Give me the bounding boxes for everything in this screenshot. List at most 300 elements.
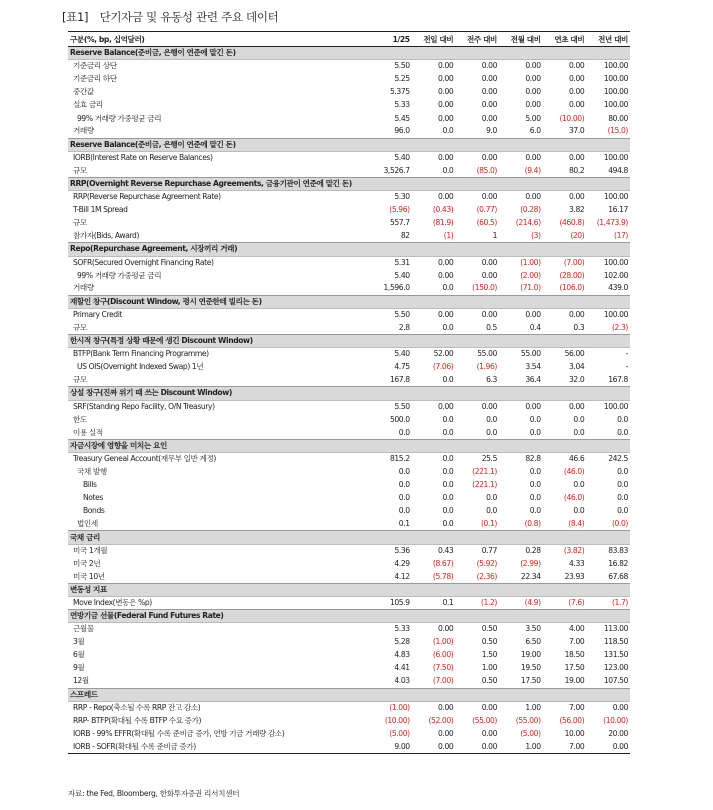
ytd-cell: 37.0 (569, 126, 585, 136)
section-header-row (68, 138, 630, 151)
prev-day-cell: (52.00) (428, 715, 454, 725)
ytd-cell: (7.6) (568, 597, 585, 607)
prev-week-cell: 0.00 (481, 87, 497, 97)
ytd-cell: (56.00) (559, 715, 585, 725)
prev-month-cell: 0.00 (525, 192, 541, 202)
row-label: 중간값 (73, 87, 94, 97)
section-title: 연방기금 선물(Federal Fund Futures Rate) (68, 610, 630, 623)
section-header-row (68, 583, 630, 596)
row-label: 국채 발행 (77, 467, 107, 477)
source-note: 자료: the Fed, Bloomberg, 한화투자증권 리서치센터 (68, 789, 240, 798)
value-cell: (1.00) (389, 702, 410, 712)
table-number: [표1] (62, 10, 89, 24)
prev-week-cell: 0.0 (486, 414, 497, 424)
prev-day-cell: 0.00 (438, 100, 454, 110)
value-cell: 5.50 (394, 61, 410, 71)
prev-month-cell: 3.50 (525, 624, 541, 634)
ytd-cell: 3.82 (569, 205, 585, 215)
row-label: Bonds (83, 506, 105, 516)
ytd-cell: (106.0) (559, 283, 585, 293)
section-header-row (68, 387, 630, 400)
yoy-cell: 102.00 (603, 270, 628, 280)
table-row (68, 596, 630, 609)
ytd-cell: 0.0 (573, 414, 585, 424)
row-label: IORB - 99% EFFR(확대될 수록 준비금 증가, 연방 기금 거래량 감소) (73, 728, 285, 738)
yoy-cell: (1,473.9) (596, 218, 628, 228)
table-row (68, 740, 630, 753)
prev-month-cell: 6.50 (525, 637, 541, 647)
prev-month-cell: (4.9) (524, 597, 541, 607)
row-label: 6월 (73, 650, 85, 660)
yoy-cell: 0.0 (617, 427, 628, 437)
section-title: 재할인 창구(Discount Window, 평시 연준한테 빌리는 돈) (68, 295, 630, 308)
prev-month-cell: 82.8 (525, 454, 541, 464)
prev-week-cell: 0.50 (481, 637, 497, 647)
ytd-cell: 0.00 (569, 192, 585, 202)
row-label: IORB - SOFR(확대될 수록 준비금 증가) (68, 740, 368, 753)
yoy-cell: (15.0) (607, 126, 628, 136)
row-label: SRF(Standing Repo Facility, O/N Treasury) (73, 401, 215, 411)
yoy-cell: 0.0 (617, 480, 628, 490)
table-row (68, 112, 630, 125)
ytd-cell: 0.00 (569, 61, 585, 71)
prev-week-cell: 0.50 (481, 624, 497, 634)
prev-week-cell: (1.96) (476, 362, 497, 372)
yoy-cell: 0.0 (617, 506, 628, 516)
prev-month-cell: (0.8) (524, 519, 541, 529)
prev-day-cell: 0.00 (438, 310, 454, 320)
prev-day-cell: 0.0 (442, 506, 454, 516)
ytd-cell: (28.00) (559, 270, 585, 280)
ytd-cell: 10.00 (564, 728, 585, 738)
yoy-cell: 113.00 (603, 624, 628, 634)
yoy-cell: (2.3) (611, 322, 628, 332)
table-row (68, 86, 630, 99)
prev-week-cell: 0.00 (481, 702, 497, 712)
prev-month-cell: 19.50 (520, 663, 541, 673)
value-cell: 4.03 (394, 676, 410, 686)
yoy-cell: 118.50 (603, 637, 628, 647)
prev-week-cell: 0.00 (481, 192, 497, 202)
value-cell: 0.0 (398, 493, 410, 503)
prev-day-cell: 0.00 (438, 257, 454, 267)
section-header-row (68, 177, 630, 190)
section-title: 상설 창구(진짜 위기 때 쓰는 Discount Window) (68, 387, 630, 400)
prev-day-cell: 0.0 (442, 322, 454, 332)
table-row (68, 374, 630, 387)
ytd-cell: (460.8) (559, 218, 585, 228)
prev-week-cell: 0.0 (486, 506, 497, 516)
prev-month-cell: 0.00 (525, 153, 541, 163)
ytd-cell: 0.00 (569, 74, 585, 84)
section-title: Reserve Balance(준비금, 은행이 연준에 맡긴 돈) (68, 47, 630, 60)
column-header-prev-day: 전일 대비 (412, 32, 456, 47)
ytd-cell: 80.2 (569, 165, 585, 175)
prev-week-cell: 25.5 (481, 454, 497, 464)
value-cell: 0.0 (398, 427, 410, 437)
table-row (68, 452, 630, 465)
section-title: Reserve Balance(준비금, 은행이 연준에 맡긴 돈) (68, 138, 630, 151)
ytd-cell: 0.00 (569, 153, 585, 163)
prev-day-cell: 0.43 (438, 545, 454, 555)
table-row (68, 570, 630, 583)
value-cell: 0.1 (398, 519, 410, 529)
prev-month-cell: (55.00) (515, 715, 541, 725)
prev-week-cell: 0.50 (481, 676, 497, 686)
prev-day-cell: 0.00 (438, 87, 454, 97)
section-header-row (68, 47, 630, 60)
table-row (68, 256, 630, 269)
prev-month-cell: 1.00 (499, 740, 543, 753)
table-row (68, 662, 630, 675)
prev-week-cell: 0.0 (486, 493, 497, 503)
value-cell: 5.40 (394, 349, 410, 359)
prev-week-cell: 1.50 (481, 650, 497, 660)
row-label: Move Index(변동은 %p) (73, 597, 152, 607)
yoy-cell: - (625, 349, 628, 359)
table-title-text: 단기자금 및 유동성 관련 주요 데이터 (99, 10, 279, 24)
prev-day-cell: 0.1 (442, 597, 454, 607)
value-cell: 5.25 (394, 74, 410, 84)
prev-day-cell: 0.00 (438, 192, 454, 202)
table-row (68, 636, 630, 649)
yoy-cell: 100.00 (603, 401, 628, 411)
table-row (68, 73, 630, 86)
prev-month-cell: (0.28) (520, 205, 541, 215)
ytd-cell: (46.0) (563, 467, 585, 477)
value-cell: 5.28 (394, 637, 410, 647)
column-header-prev-week: 전주 대비 (455, 32, 499, 47)
prev-day-cell: (1) (443, 231, 454, 241)
table-row (68, 544, 630, 557)
prev-month-cell: (5.00) (520, 728, 541, 738)
yoy-cell: 0.0 (617, 467, 628, 477)
table-title (62, 9, 278, 25)
yoy-cell: 80.00 (608, 113, 628, 123)
table-row (68, 191, 630, 204)
prev-month-cell: 55.00 (520, 349, 541, 359)
prev-week-cell: (150.0) (472, 283, 497, 293)
value-cell: 0.0 (398, 467, 410, 477)
prev-month-cell: 0.0 (529, 414, 541, 424)
yoy-cell: 0.00 (586, 740, 630, 753)
value-cell: 9.00 (368, 740, 412, 753)
value-cell: 82 (400, 231, 410, 241)
prev-week-cell: 0.00 (481, 728, 497, 738)
prev-month-cell: 0.00 (525, 401, 541, 411)
prev-week-cell: (5.92) (476, 558, 497, 568)
liquidity-data-table (68, 31, 630, 754)
yoy-cell: - (625, 362, 628, 372)
row-label: 3월 (73, 637, 85, 647)
value-cell: (5.00) (389, 728, 410, 738)
section-title: 한시적 창구(특정 상황 때문에 생긴 Discount Window) (68, 335, 630, 348)
row-label: 99% 거래량 가중평균 금리 (77, 270, 162, 280)
prev-month-cell: 0.00 (525, 87, 541, 97)
value-cell: 96.0 (394, 126, 410, 136)
ytd-cell: 17.50 (564, 663, 585, 673)
prev-week-cell: (55.00) (472, 715, 497, 725)
table-row (68, 400, 630, 413)
value-cell: 105.9 (389, 597, 410, 607)
prev-week-cell: 0.00 (481, 74, 497, 84)
prev-week-cell: 0.5 (486, 322, 497, 332)
value-cell: 4.12 (394, 571, 410, 581)
yoy-cell: 100.00 (603, 100, 628, 110)
ytd-cell: 7.00 (543, 740, 587, 753)
section-title: RRP(Overnight Reverse Repurchase Agreements, 금융기관이 연준에 맡긴 돈) (68, 177, 630, 190)
value-cell: 5.31 (394, 257, 410, 267)
row-label: Primary Credit (73, 310, 122, 320)
prev-month-cell: 0.0 (529, 493, 541, 503)
ytd-cell: 7.00 (569, 702, 585, 712)
prev-week-cell: (60.5) (476, 218, 497, 228)
table-row (68, 426, 630, 439)
prev-month-cell: 0.0 (529, 427, 541, 437)
row-label: BTFP(Bank Term Financing Programme) (73, 349, 209, 359)
table-row (68, 413, 630, 426)
prev-month-cell: (2.00) (520, 270, 541, 280)
prev-month-cell: 19.00 (520, 650, 541, 660)
ytd-cell: 18.50 (564, 650, 585, 660)
table-body (68, 47, 630, 754)
prev-day-cell: 0.0 (442, 427, 454, 437)
column-header-ytd: 연초 대비 (543, 32, 587, 47)
table-row (68, 479, 630, 492)
prev-month-cell: 0.4 (529, 322, 541, 332)
prev-week-cell: 0.0 (486, 427, 497, 437)
prev-week-cell: 0.00 (481, 270, 497, 280)
row-label: 실효 금리 (73, 100, 103, 110)
row-label: RRP(Reverse Repurchase Agreement Rate) (73, 192, 221, 202)
value-cell: 167.8 (389, 375, 410, 385)
section-header-row (68, 243, 630, 256)
ytd-cell: 46.6 (569, 454, 585, 464)
value-cell: 5.40 (394, 270, 410, 280)
yoy-cell: (0.0) (611, 519, 628, 529)
header-row (68, 32, 630, 47)
row-label: 미국 1개월 (73, 545, 108, 555)
row-label: 한도 (73, 414, 87, 424)
yoy-cell: (10.00) (603, 715, 628, 725)
table-row (68, 492, 630, 505)
table-row (68, 557, 630, 570)
value-cell: 2.8 (398, 322, 410, 332)
prev-day-cell: (1.00) (432, 637, 454, 647)
prev-month-cell: 0.00 (525, 74, 541, 84)
prev-week-cell: 1.00 (481, 663, 497, 673)
yoy-cell: 439.0 (608, 283, 628, 293)
prev-month-cell: (3) (531, 231, 541, 241)
table-row (68, 518, 630, 531)
prev-week-cell: 0.77 (481, 545, 497, 555)
prev-day-cell: 0.00 (438, 624, 454, 634)
yoy-cell: 131.50 (603, 650, 628, 660)
prev-month-cell: 22.34 (520, 571, 541, 581)
yoy-cell: 0.0 (617, 493, 628, 503)
yoy-cell: 83.83 (608, 545, 628, 555)
section-header-row (68, 531, 630, 544)
column-header-value: 1/25 (368, 32, 412, 47)
value-cell: 5.33 (394, 100, 410, 110)
prev-week-cell: 55.00 (477, 349, 497, 359)
prev-week-cell: 0.00 (481, 401, 497, 411)
row-label: 12월 (73, 676, 89, 686)
prev-month-cell: 5.00 (525, 113, 541, 123)
ytd-cell: 0.00 (569, 87, 585, 97)
table-row (68, 60, 630, 73)
table-row (68, 230, 630, 243)
table-row (68, 321, 630, 334)
ytd-cell: 56.00 (564, 349, 585, 359)
column-header-category: 구분(%, bp, 십억달러) (68, 32, 368, 47)
yoy-cell: 107.50 (603, 676, 628, 686)
row-label: 미국 2년 (73, 558, 101, 568)
section-title: 국채 금리 (68, 531, 630, 544)
row-label: 규모 (73, 165, 87, 175)
yoy-cell: 167.8 (608, 375, 628, 385)
row-label: US OIS(Overnight Indexed Swap) 1년 (77, 362, 204, 372)
table-row (68, 466, 630, 479)
value-cell: 5.50 (394, 310, 410, 320)
ytd-cell: 0.0 (573, 427, 585, 437)
prev-week-cell: (221.1) (472, 467, 497, 477)
yoy-cell: 16.17 (608, 205, 628, 215)
yoy-cell: 16.82 (608, 558, 628, 568)
prev-week-cell: (85.0) (476, 165, 497, 175)
ytd-cell: 23.93 (564, 571, 585, 581)
prev-week-cell: 0.00 (481, 310, 497, 320)
yoy-cell: 0.0 (617, 414, 628, 424)
value-cell: 3,526.7 (383, 165, 410, 175)
yoy-cell: 123.00 (603, 663, 628, 673)
row-label: 참가자(Bids, Award) (73, 231, 140, 241)
ytd-cell: 0.00 (569, 100, 585, 110)
prev-month-cell: 0.00 (525, 61, 541, 71)
ytd-cell: 3.04 (569, 362, 585, 372)
prev-week-cell: 1 (492, 231, 497, 241)
prev-day-cell: (8.67) (432, 558, 454, 568)
prev-day-cell: 0.0 (442, 454, 454, 464)
ytd-cell: 4.00 (569, 624, 585, 634)
row-label: 규모 (73, 218, 87, 228)
ytd-cell: (7.00) (563, 257, 585, 267)
table-row (68, 217, 630, 230)
table-row (68, 125, 630, 138)
yoy-cell: 100.00 (603, 310, 628, 320)
row-label: 미국 10년 (73, 571, 105, 581)
yoy-cell: (17) (614, 231, 628, 241)
yoy-cell: (1.7) (611, 597, 628, 607)
section-title: Repo(Repurchase Agreement, 시장끼리 거래) (68, 243, 630, 256)
value-cell: 4.41 (394, 663, 410, 673)
prev-day-cell: 0.0 (442, 375, 454, 385)
section-title: 스프레드 (68, 688, 630, 701)
yoy-cell: 100.00 (603, 87, 628, 97)
prev-day-cell: 0.00 (438, 270, 454, 280)
row-label: 근월물 (73, 624, 94, 634)
value-cell: 1,596.0 (383, 283, 410, 293)
table-row (68, 308, 630, 321)
prev-week-cell: 0.00 (481, 113, 497, 123)
yoy-cell: 100.00 (603, 257, 628, 267)
section-header-row (68, 439, 630, 452)
column-header-prev-month: 전월 대비 (499, 32, 543, 47)
row-label: 99% 거래량 가중평균 금리 (77, 113, 162, 123)
value-cell: 0.0 (398, 506, 410, 516)
prev-day-cell: (81.9) (432, 218, 454, 228)
prev-day-cell: 0.0 (442, 519, 454, 529)
ytd-cell: 32.0 (569, 375, 585, 385)
ytd-cell: 0.0 (573, 480, 585, 490)
table-row (68, 727, 630, 740)
table-row (68, 269, 630, 282)
yoy-cell: 100.00 (603, 192, 628, 202)
table-row (68, 714, 630, 727)
ytd-cell: (8.4) (568, 519, 585, 529)
prev-day-cell: 0.00 (438, 728, 454, 738)
section-header-row (68, 610, 630, 623)
yoy-cell: 100.00 (603, 61, 628, 71)
ytd-cell: 0.0 (573, 506, 585, 516)
prev-day-cell: 0.00 (438, 113, 454, 123)
prev-month-cell: 17.50 (520, 676, 541, 686)
prev-day-cell: 0.0 (442, 467, 454, 477)
prev-day-cell: 0.0 (442, 126, 454, 136)
prev-month-cell: 0.0 (529, 480, 541, 490)
row-label: T-Bill 1M Spread (73, 205, 128, 215)
table-row (68, 164, 630, 177)
value-cell: 5.50 (394, 401, 410, 411)
prev-week-cell: 0.00 (455, 740, 499, 753)
prev-day-cell: 0.0 (442, 480, 454, 490)
value-cell: 4.83 (394, 650, 410, 660)
yoy-cell: 20.00 (608, 728, 628, 738)
value-cell: 4.75 (394, 362, 410, 372)
prev-day-cell: 0.0 (442, 493, 454, 503)
table-row (68, 282, 630, 295)
value-cell: 500.0 (389, 414, 410, 424)
row-label: 거래량 (73, 126, 94, 136)
prev-day-cell: 0.00 (438, 401, 454, 411)
row-label: 규모 (73, 322, 87, 332)
section-header-row (68, 688, 630, 701)
table-row (68, 151, 630, 164)
section-header-row (68, 295, 630, 308)
prev-week-cell: (1.2) (480, 597, 497, 607)
prev-week-cell: (221.1) (472, 480, 497, 490)
row-label: 이용 실적 (73, 427, 103, 437)
row-label: 법인세 (77, 519, 98, 529)
yoy-cell: 100.00 (603, 153, 628, 163)
prev-week-cell: (2.36) (476, 571, 497, 581)
prev-month-cell: 3.54 (525, 362, 541, 372)
row-label: 규모 (73, 375, 87, 385)
value-cell: 0.0 (398, 480, 410, 490)
value-cell: 815.2 (389, 454, 410, 464)
row-label: RRP- BTFP(확대될 수록 BTFP 수요 증가) (73, 715, 202, 725)
row-label: 기준금리 하단 (73, 74, 117, 84)
prev-month-cell: (1.00) (520, 257, 541, 267)
prev-month-cell: 0.00 (525, 310, 541, 320)
yoy-cell: 0.00 (612, 702, 628, 712)
row-label: 9월 (73, 663, 85, 673)
prev-month-cell: 0.0 (529, 467, 541, 477)
value-cell: 5.30 (394, 192, 410, 202)
table-row (68, 701, 630, 714)
row-label: Notes (83, 493, 103, 503)
ytd-cell: 0.3 (573, 322, 585, 332)
